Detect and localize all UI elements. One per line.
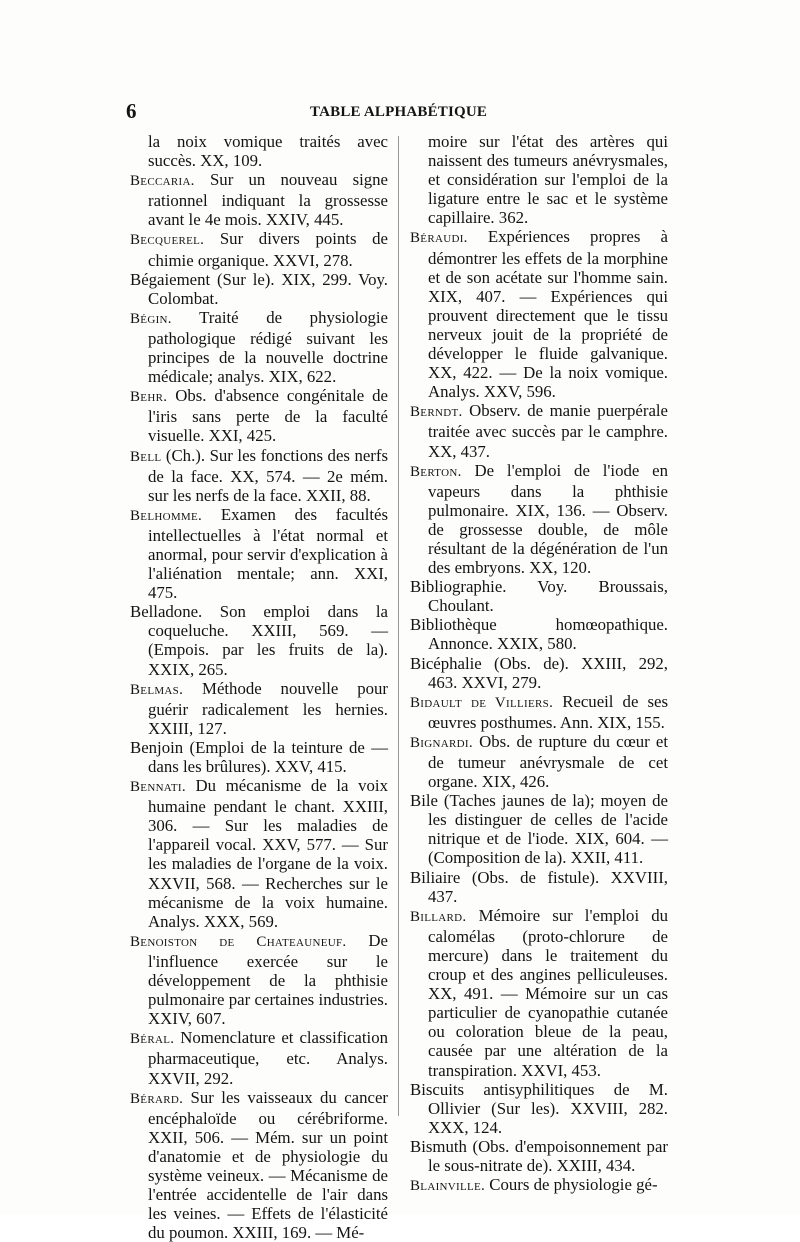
page-header [120, 98, 680, 126]
entry-text: Bile (Taches jaunes de la); moyen de les distinguer de celles de l'acide nitrique et de l'iode. XIX, 604. —(Composition de la). XXII, 411. [410, 791, 668, 868]
entry-heading: Berndt. [410, 404, 463, 421]
entry-heading: Billard. [410, 908, 467, 925]
entry-heading: Bidault de Villiers. [410, 694, 554, 711]
entry-heading: Becquerel. [130, 232, 205, 249]
index-entry [130, 776, 388, 931]
entry-text: Sur un nouveau signe rationnel indiquant la grossesse avant le 4e mois. XXIV, 445. [148, 170, 388, 230]
entry-text: De l'emploi de l'iode en vapeurs dans la phthisie pulmonaire. XIX, 136. — Observ. de grossesse double, de môle résultant de la dégénération de l'un des embryons. XX, 120. [428, 460, 668, 578]
index-entry [410, 615, 668, 653]
entry-text: Cours de physiologie gé- [485, 1175, 658, 1195]
entry-heading: Bégin. [130, 310, 172, 327]
index-entry [410, 692, 668, 732]
entry-text: Mémoire sur l'emploi du calomélas (proto-chlorure de mercure) dans le traitement du croup et des angines pelliculeuses. XX, 491. — Mémoire sur un cas particulier de cyanopathie cutanée ou coloration bleue de la peau, causée par une altération de la transpiration. XXVI, 453. [428, 905, 668, 1080]
index-entry [130, 386, 388, 445]
index-entry-continuation [410, 132, 668, 227]
index-entry [410, 1080, 668, 1137]
entry-heading: Bell [130, 448, 162, 465]
entry-heading: Bennati. [130, 779, 186, 796]
index-entry [130, 308, 388, 386]
entry-text: Bibliothèque homœopathique. Annonce. XXIX, 580. [410, 615, 668, 654]
entry-text: moire sur l'état des artères qui naissent des tumeurs anévrysmales, et considération sur l'emploi de la ligature entre le sac et le système capillaire. 362. [428, 132, 668, 228]
index-entry [130, 270, 388, 308]
index-entry [410, 732, 668, 791]
index-entry [130, 229, 388, 269]
entry-text: Observ. de manie puerpérale traitée avec succès par le camphre. XX, 437. [428, 401, 668, 461]
entry-text: Biliaire (Obs. de fistule). XXVIII, 437. [410, 867, 668, 906]
entry-heading: Berton. [410, 463, 462, 480]
entry-text: Bibliographie. Voy. Broussais, Choulant. [410, 577, 668, 616]
entry-text: Obs. de rupture du cœur et de tumeur anévrysmale de cet organe. XIX, 426. [428, 731, 668, 792]
entry-text: (Ch.). Sur les fonctions des nerfs de la face. XX, 574. — 2e mém. sur les nerfs de la face. XXII, 88. [148, 445, 388, 505]
entry-heading: Béraudi. [410, 230, 468, 247]
index-entry [130, 170, 388, 229]
entry-text: Belladone. Son emploi dans la coqueluche. XXIII, 569. — (Empois. par les fruits de la). XXIX, 265. [130, 602, 388, 679]
column-divider [398, 136, 399, 1116]
entry-heading: Belmas. [130, 681, 184, 698]
entry-text: Sur divers points de chimie organique. XXVI, 278. [148, 229, 388, 270]
index-entry [410, 577, 668, 615]
index-entry [130, 446, 388, 505]
entry-text: Bismuth (Obs. d'empoisonnement par le sous-nitrate de). XXIII, 434. [410, 1136, 668, 1175]
index-entry [130, 505, 388, 602]
index-entry [410, 461, 668, 578]
right-column [410, 132, 668, 1196]
page-number: 6 [126, 99, 137, 123]
index-entry [410, 654, 668, 692]
index-entry [410, 791, 668, 867]
index-entry [410, 227, 668, 401]
running-title: TABLE ALPHABÉTIQUE [310, 104, 488, 120]
entry-text: Méthode nouvelle pour guérir radicalement les hernies. XXIII, 127. [148, 678, 388, 738]
entry-heading: Bignardi. [410, 734, 473, 751]
index-entry [130, 1028, 388, 1087]
index-entry [410, 1175, 668, 1196]
entry-heading: Benoiston de Chateauneuf. [130, 933, 347, 950]
entry-text: Bicéphalie (Obs. de). XXIII, 292, 463. XXVI, 279. [410, 653, 668, 692]
entry-text: la noix vomique traités avec succès. XX, 109. [148, 132, 388, 171]
entry-text: Recueil de ses œuvres posthumes. Ann. XIX, 155. [428, 691, 668, 732]
index-entry [130, 679, 388, 738]
entry-text: De l'influence exercée sur le développement de la phthisie pulmonaire par certaines industries. XXIV, 607. [148, 930, 388, 1029]
entry-text: Expériences propres à démontrer les effets de la morphine et de son acétate sur l'homme sain. XIX, 407. — Expériences qui prouvent directement que le tissu nerveux jouit de la propriété de développer le fluide galvanique. XX, 422. — De la noix vomique. Analys. XXV, 596. [428, 227, 668, 402]
entry-heading: Behr. [130, 389, 168, 406]
index-entry [410, 868, 668, 906]
entry-heading: Bérard. [130, 1090, 184, 1107]
index-entry [130, 602, 388, 678]
index-entry [130, 738, 388, 776]
entry-heading: Beccaria. [130, 173, 195, 190]
entry-text: Biscuits antisyphilitiques de M. Ollivier (Sur les). XXVIII, 282. XXX, 124. [410, 1079, 668, 1137]
index-entry [130, 931, 388, 1028]
index-entry [130, 1088, 388, 1242]
entry-text: Sur les vaisseaux du cancer encéphaloïde ou cérébriforme. XXII, 506. — Mém. sur un point d'anatomie et de physiologie du système veineux. — Mécanisme de l'entrée accidentelle de l'air dans les veines. — Effets de l'élasticité du poumon. XXIII, 169. — Mé- [148, 1087, 388, 1242]
entry-text: Nomenclature et classification pharmaceutique, etc. Analys. XXVII, 292. [148, 1028, 388, 1088]
entry-heading: Béral. [130, 1031, 175, 1048]
entry-text: Bégaiement (Sur le). XIX, 299. Voy. Colombat. [130, 269, 388, 308]
entry-text: Examen des facultés intellectuelles à l'état normal et anormal, pour servir d'explication à l'aliénation mentale; ann. XXI, 475. [148, 504, 388, 603]
index-entry-continuation [130, 132, 388, 170]
index-entry [410, 1137, 668, 1175]
entry-heading: Blainville. [410, 1178, 486, 1195]
index-entry [410, 401, 668, 460]
left-column [130, 132, 388, 1242]
entry-text: Benjoin (Emploi de la teinture de — dans les brûlures). XXV, 415. [130, 737, 388, 776]
entry-text: Du mécanisme de la voix humaine pendant le chant. XXIII, 306. — Sur les maladies de l'appareil vocal. XXV, 577. — Sur les maladies de l'organe de la voix. XXVII, 568. — Recherches sur le mécanisme de la voix humaine. Analys. XXX, 569. [148, 776, 388, 931]
entry-text: Obs. d'absence congénitale de l'iris sans perte de la faculté visuelle. XXI, 425. [148, 386, 388, 446]
entry-text: Traité de physiologie pathologique rédigé suivant les principes de la nouvelle doctrine médicale; analys. XIX, 622. [148, 307, 388, 387]
index-entry [410, 906, 668, 1080]
entry-heading: Belhomme. [130, 507, 203, 524]
